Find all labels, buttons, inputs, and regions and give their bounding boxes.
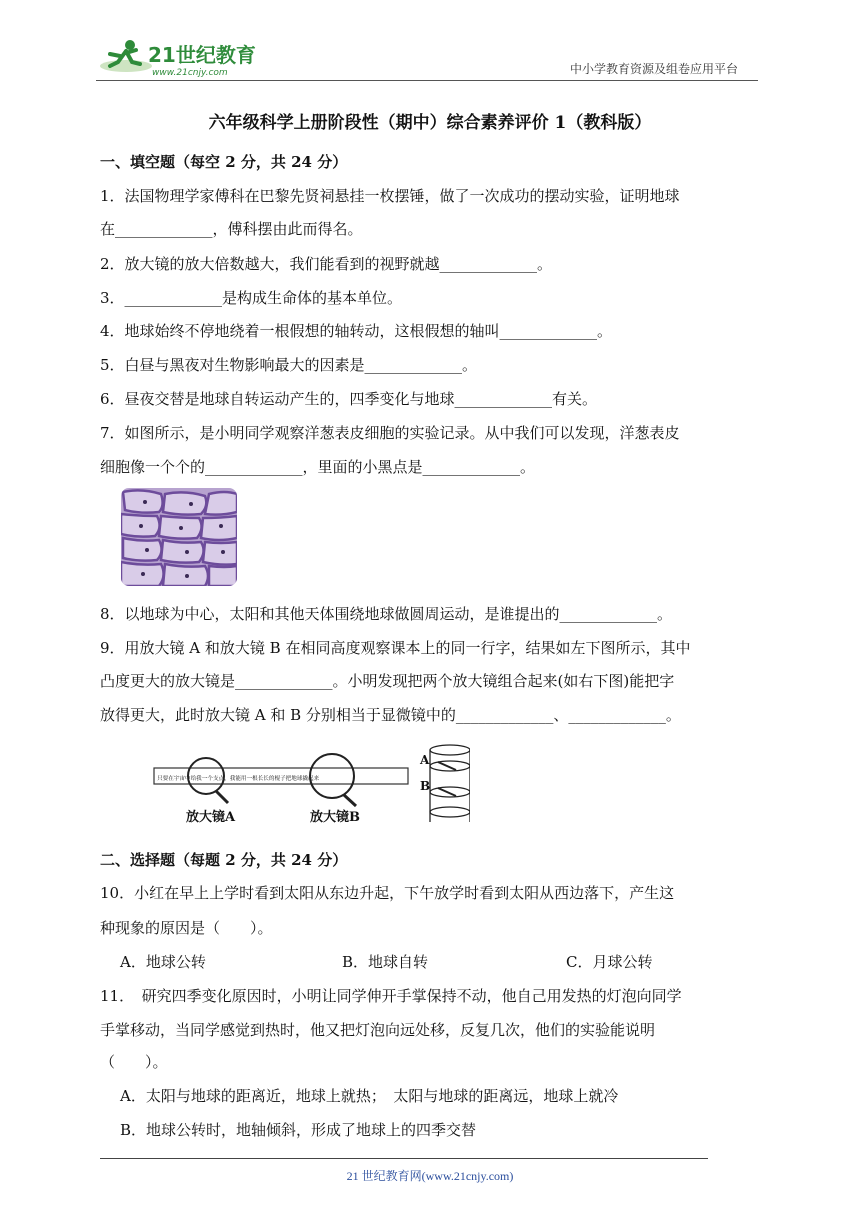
- question-line: 8．以地球为中心，太阳和其他天体围绕地球做圆周运动，是谁提出的_____________。: [100, 605, 673, 623]
- option-a: A．地球公转: [120, 953, 206, 971]
- figure-label-a: 放大镜A: [186, 810, 236, 825]
- option-c: C．月球公转: [566, 953, 653, 971]
- figure-strip-text: 只要在宇宙中给我一个支点，我能用一根长长的棍子把地球撬起来: [157, 776, 320, 782]
- question-line: 4．地球始终不停地绕着一根假想的轴转动，这根假想的轴叫_____________。: [100, 322, 613, 340]
- magnifier-figure: [150, 740, 470, 830]
- platform-label: 中小学教育资源及组卷应用平台: [570, 62, 739, 76]
- question-line: 3．_____________是构成生命体的基本单位。: [100, 289, 403, 307]
- question-line: （ ）。: [100, 1053, 168, 1071]
- onion-cell-image: [121, 488, 237, 586]
- question-line: 手掌移动，当同学感觉到热时，他又把灯泡向远处移，反复几次，他们的实验能说明: [100, 1021, 656, 1039]
- document-title: 六年级科学上册阶段性（期中）综合素养评价 1（教科版）: [208, 113, 652, 133]
- footer-divider: [100, 1158, 708, 1159]
- question-line: 10．小红在早上上学时看到太阳从东边升起，下午放学时看到太阳从西边落下，产生这: [100, 884, 675, 902]
- question-line: 7．如图所示，是小明同学观察洋葱表皮细胞的实验记录。从中我们可以发现，洋葱表皮: [100, 424, 680, 442]
- option-a: A．太阳与地球的距离近，地球上就热； 太阳与地球的距离远，地球上就冷: [120, 1087, 619, 1105]
- header-divider: [96, 80, 758, 81]
- question-line: 11． 研究四季变化原因时，小明让同学伸开手掌保持不动，他自己用发热的灯泡向同学: [100, 987, 682, 1005]
- option-b: B．地球公转时，地轴倾斜，形成了地球上的四季交替: [120, 1121, 477, 1139]
- logo-url: www.21cnjy.com: [152, 68, 228, 78]
- question-line: 6．昼夜交替是地球自转运动产生的，四季变化与地球_____________有关。: [100, 390, 598, 408]
- option-b: B．地球自转: [342, 953, 429, 971]
- question-line: 细胞像一个个的_____________，里面的小黑点是_____________。: [100, 458, 536, 476]
- figure-label-b: 放大镜B: [310, 810, 360, 825]
- site-logo: [96, 36, 266, 80]
- question-line: 在_____________，傅科摆由此而得名。: [100, 220, 363, 238]
- question-line: 凸度更大的放大镜是_____________。小明发现把两个放大镜组合起来(如右下图)能把字: [100, 672, 675, 690]
- logo-text: 21世纪教育: [148, 43, 256, 67]
- section-heading-choice: 二、选择题（每题 2 分，共 24 分）: [100, 851, 348, 869]
- question-line: 1．法国物理学家傅科在巴黎先贤祠悬挂一枚摆锤，做了一次成功的摆动实验，证明地球: [100, 187, 680, 205]
- footer-text: 21 世纪教育网(www.21cnjy.com): [346, 1169, 514, 1183]
- question-line: 2．放大镜的放大倍数越大，我们能看到的视野就越_____________。: [100, 255, 553, 273]
- question-line: 5．白昼与黑夜对生物影响最大的因素是_____________。: [100, 356, 478, 374]
- section-heading-fill-blank: 一、填空题（每空 2 分，共 24 分）: [100, 153, 348, 171]
- question-line: 放得更大，此时放大镜 A 和 B 分别相当于显微镜中的_____________、_____________。: [100, 706, 681, 724]
- question-line: 9．用放大镜 A 和放大镜 B 在相同高度观察课本上的同一行字，结果如左下图所示，其中: [100, 639, 691, 657]
- question-line: 种现象的原因是（ ）。: [100, 919, 273, 937]
- tube-label-b: B: [420, 779, 431, 793]
- tube-label-a: A: [420, 753, 430, 767]
